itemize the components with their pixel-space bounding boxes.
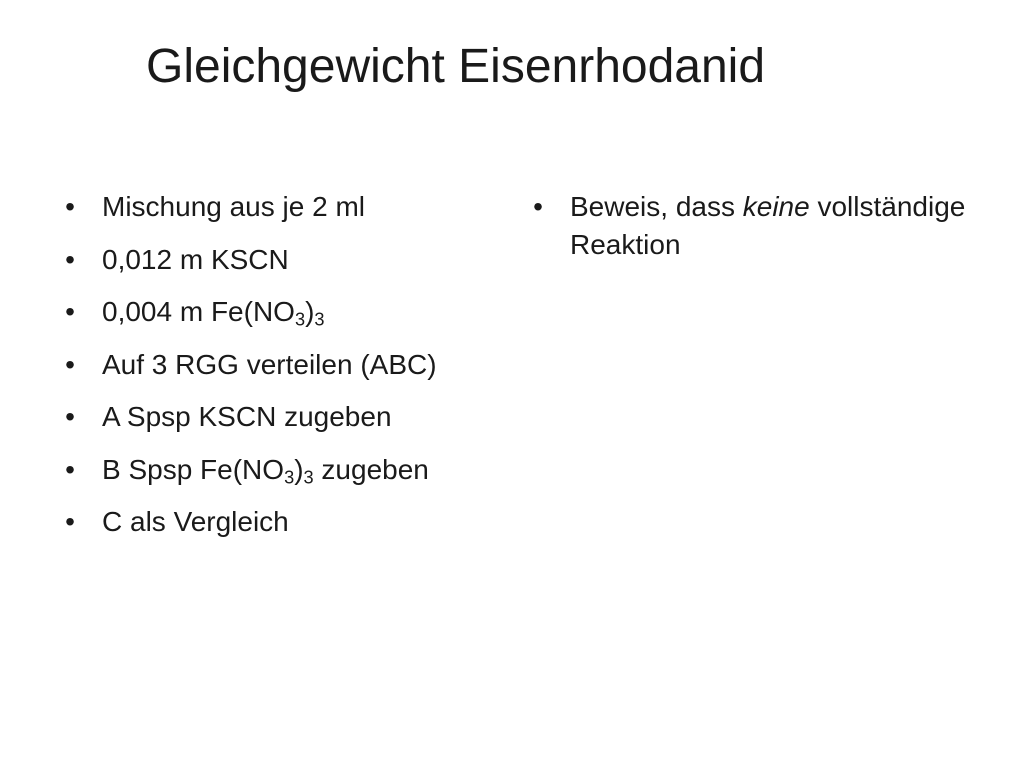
bullet-icon: • <box>65 348 75 380</box>
bullet-text <box>570 191 965 260</box>
bullet-item-verteilen <box>60 346 500 384</box>
bullet-item-beweis <box>528 188 968 264</box>
bullet-item-vergleich <box>60 503 500 541</box>
bullet-icon: • <box>533 191 543 222</box>
bullet-text: Mischung aus je 2 ml <box>102 191 366 222</box>
bullet-icon: • <box>65 191 75 222</box>
bullet-icon: • <box>65 453 75 485</box>
bullet-icon: • <box>65 243 75 275</box>
formula-text: ) <box>294 453 304 485</box>
formula-text: B Spsp Fe(NO <box>102 453 285 485</box>
bullet-item-iron-nitrate <box>60 293 500 331</box>
bullet-text: A Spsp KSCN zugeben <box>102 401 392 432</box>
bullet-item-mischung <box>60 188 500 226</box>
bullet-icon: • <box>65 296 75 327</box>
bullet-item-b-iron-nitrate <box>60 451 500 489</box>
bullet-text: 0,012 m KSCN <box>102 243 289 275</box>
left-bullet-list <box>60 188 500 556</box>
plain-text: vollständige Reaktion <box>570 191 966 260</box>
bullet-text: Auf 3 RGG verteilen (ABC) <box>102 348 437 380</box>
subscript: 3 <box>294 309 306 330</box>
bullet-item-a-kscn <box>60 398 500 436</box>
right-bullet-list <box>528 188 968 279</box>
emphasis-text: keine <box>742 191 810 222</box>
subscript: 3 <box>284 467 295 488</box>
subscript: 3 <box>314 309 325 330</box>
bullet-text <box>102 296 325 330</box>
bullet-icon: • <box>65 506 75 537</box>
bullet-text <box>102 453 429 488</box>
plain-text: Beweis, dass <box>570 191 743 222</box>
bullet-icon: • <box>65 401 75 432</box>
formula-text: 0,004 m Fe(NO <box>102 296 295 327</box>
formula-text: ) <box>305 296 315 327</box>
formula-text: zugeben <box>313 453 429 485</box>
bullet-text: C als Vergleich <box>102 506 289 537</box>
bullet-item-kscn <box>60 241 500 279</box>
slide-title: Gleichgewicht Eisenrhodanid <box>146 40 766 93</box>
subscript: 3 <box>303 467 314 488</box>
